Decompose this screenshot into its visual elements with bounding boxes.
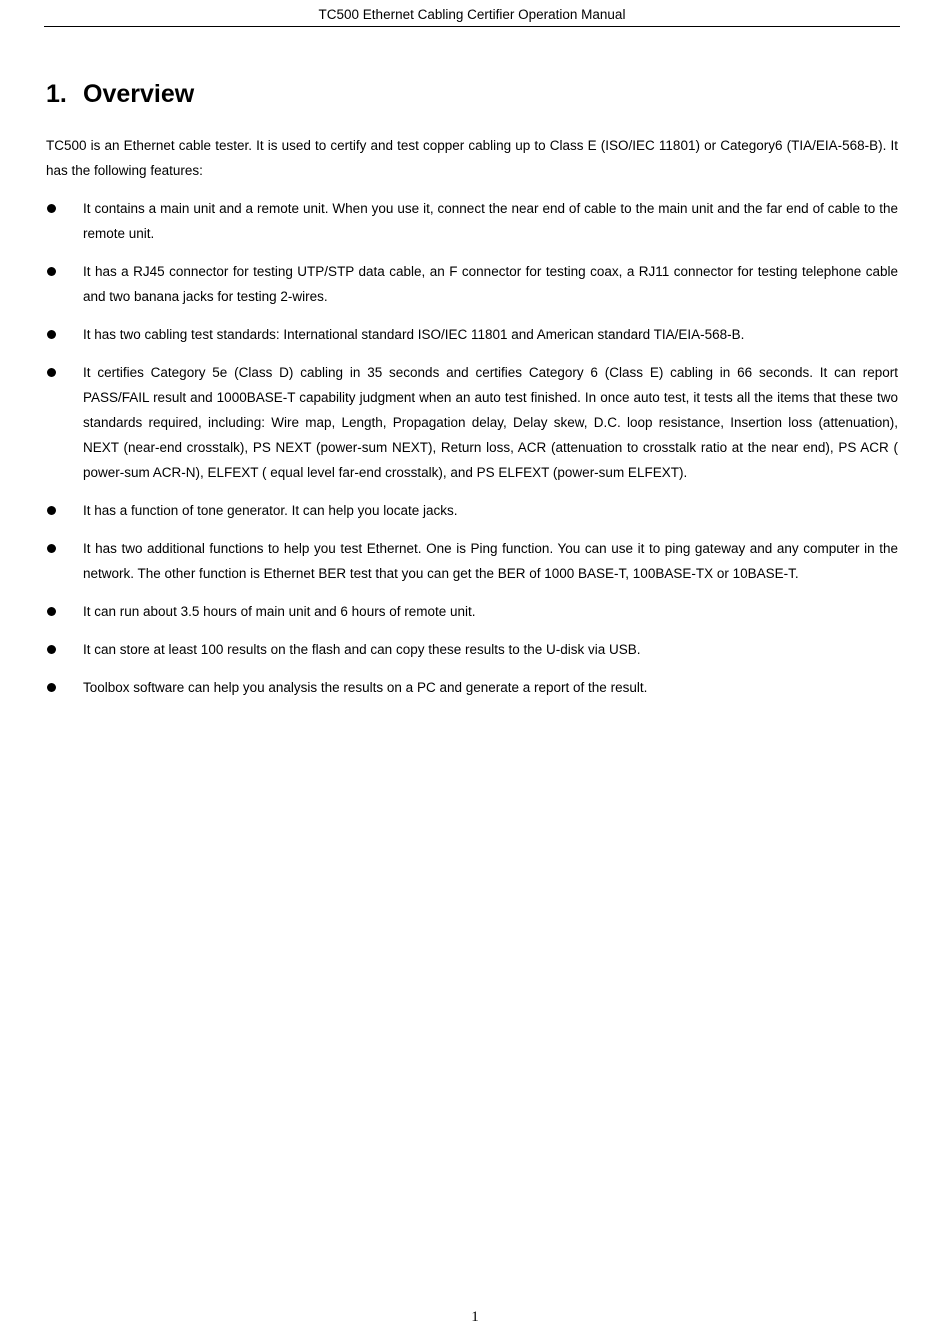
feature-text: It has two additional functions to help you test Ethernet. One is Ping function. You can use it to ping gateway and any computer in the network. The other function is Ethernet BER test that you can get the BER of 1000 BASE-T, 100BASE-TX or 10BASE-T. — [83, 541, 898, 581]
feature-item — [46, 498, 898, 523]
feature-list — [46, 196, 898, 713]
feature-text: It can run about 3.5 hours of main unit and 6 hours of remote unit. — [83, 604, 476, 619]
bullet-icon — [47, 607, 56, 616]
feature-item — [46, 322, 898, 347]
feature-text: It has two cabling test standards: International standard ISO/IEC 11801 and American standard TIA/EIA-568-B. — [83, 327, 745, 342]
feature-text: It has a RJ45 connector for testing UTP/STP data cable, an F connector for testing coax, a RJ11 connector for testing telephone cable and two banana jacks for testing 2-wires. — [83, 264, 898, 304]
feature-item — [46, 360, 898, 485]
section-heading — [46, 76, 194, 112]
feature-text: Toolbox software can help you analysis the results on a PC and generate a report of the result. — [83, 680, 648, 695]
bullet-icon — [47, 645, 56, 654]
bullet-icon — [47, 368, 56, 377]
bullet-icon — [47, 330, 56, 339]
feature-item — [46, 599, 898, 624]
bullet-icon — [47, 683, 56, 692]
running-header — [44, 6, 900, 27]
intro-paragraph: TC500 is an Ethernet cable tester. It is used to certify and test copper cabling up to Class E (ISO/IEC 11801) or Category6 (TIA/EIA-568-B). It has the following features: — [46, 138, 898, 178]
manual-title: TC500 Ethernet Cabling Certifier Operation Manual — [318, 7, 626, 22]
bullet-icon — [47, 506, 56, 515]
feature-item — [46, 259, 898, 309]
feature-item — [46, 637, 898, 662]
feature-text: It can store at least 100 results on the flash and can copy these results to the U-disk via USB. — [83, 642, 641, 657]
feature-text: It contains a main unit and a remote unit. When you use it, connect the near end of cable to the main unit and the far end of cable to the remote unit. — [83, 201, 898, 241]
feature-item — [46, 675, 898, 700]
bullet-icon — [47, 204, 56, 213]
page-number: 1 — [471, 1309, 479, 1325]
bullet-icon — [47, 267, 56, 276]
bullet-icon — [47, 544, 56, 553]
section-title: Overview — [83, 80, 195, 108]
feature-item — [46, 196, 898, 246]
section-number: 1. — [46, 80, 67, 108]
feature-text: It has a function of tone generator. It can help you locate jacks. — [83, 503, 458, 518]
feature-item — [46, 536, 898, 586]
feature-text: It certifies Category 5e (Class D) cabling in 35 seconds and certifies Category 6 (Class E) cabling in 66 seconds. It can report PASS/FAIL result and 1000BASE-T capability judgment when an auto test finished. In once auto test, it tests all the items that these two standards required, including: Wire map, Length, Propagation delay, Delay skew, D.C. loop resistance, Insertion loss (attenuation), NEXT (near-end crosstalk), PS NEXT (power-sum NEXT), Return loss, ACR (attenuation to crosstalk ratio at the near end), PS ACR ( power-sum ACR-N), ELFEXT ( equal level far-end crosstalk), and PS ELFEXT (power-sum ELFEXT). — [83, 365, 898, 480]
